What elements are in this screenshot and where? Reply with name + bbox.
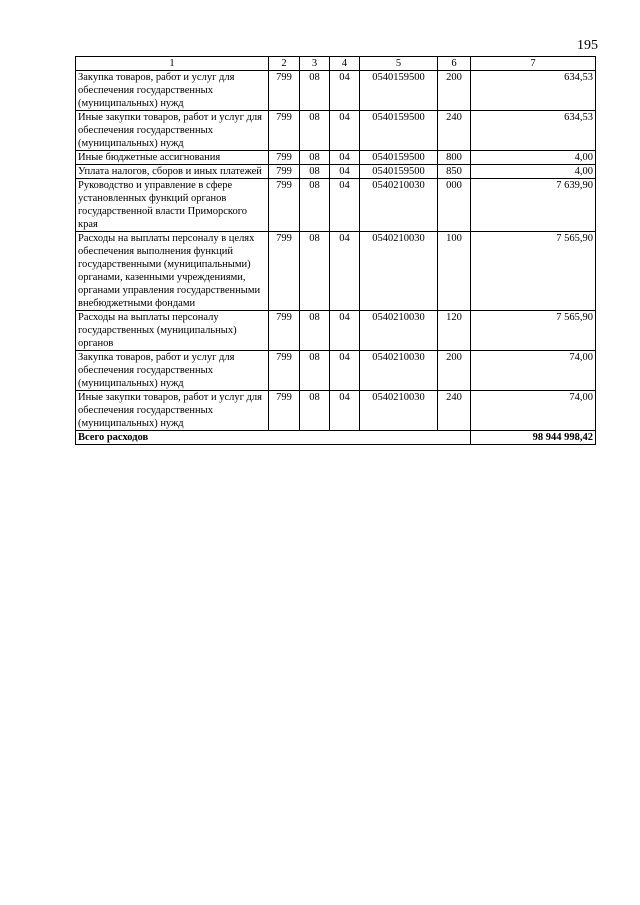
ministry-code: 799 — [269, 351, 300, 391]
section-code: 08 — [300, 151, 330, 165]
target-code: 0540210030 — [360, 179, 438, 232]
table-header — [76, 57, 596, 71]
expense-name: Руководство и управление в сфере установленных функций органов государственной власти Приморского края — [76, 179, 269, 232]
section-code: 08 — [300, 232, 330, 311]
ministry-code: 799 — [269, 71, 300, 111]
expense-type-code: 100 — [438, 232, 471, 311]
expense-name: Расходы на выплаты персоналу в целях обеспечения выполнения функций государственными (муниципальными) органами, казенными учреждениями, органами управления государственными внебюджетными фондами — [76, 232, 269, 311]
expense-type-code: 120 — [438, 311, 471, 351]
subsection-code: 04 — [330, 111, 360, 151]
table-row — [76, 179, 596, 232]
column-header: 6 — [438, 57, 471, 71]
total-label: Всего расходов — [76, 431, 471, 445]
amount: 4,00 — [471, 151, 596, 165]
subsection-code: 04 — [330, 391, 360, 431]
ministry-code: 799 — [269, 111, 300, 151]
amount: 634,53 — [471, 111, 596, 151]
subsection-code: 04 — [330, 151, 360, 165]
column-header: 3 — [300, 57, 330, 71]
ministry-code: 799 — [269, 151, 300, 165]
column-header: 7 — [471, 57, 596, 71]
section-code: 08 — [300, 391, 330, 431]
target-code: 0540159500 — [360, 151, 438, 165]
table-row — [76, 151, 596, 165]
total-amount: 98 944 998,42 — [471, 431, 596, 445]
ministry-code: 799 — [269, 391, 300, 431]
target-code: 0540210030 — [360, 351, 438, 391]
amount: 74,00 — [471, 391, 596, 431]
table-row — [76, 232, 596, 311]
expense-name: Закупка товаров, работ и услуг для обеспечения государственных (муниципальных) нужд — [76, 71, 269, 111]
subsection-code: 04 — [330, 232, 360, 311]
expense-type-code: 800 — [438, 151, 471, 165]
target-code: 0540210030 — [360, 391, 438, 431]
target-code: 0540210030 — [360, 311, 438, 351]
amount: 7 565,90 — [471, 311, 596, 351]
amount: 4,00 — [471, 165, 596, 179]
expense-name: Иные закупки товаров, работ и услуг для обеспечения государственных (муниципальных) нужд — [76, 391, 269, 431]
expense-name: Расходы на выплаты персоналу государственных (муниципальных) органов — [76, 311, 269, 351]
ministry-code: 799 — [269, 179, 300, 232]
column-header: 2 — [269, 57, 300, 71]
section-code: 08 — [300, 71, 330, 111]
expense-type-code: 850 — [438, 165, 471, 179]
subsection-code: 04 — [330, 351, 360, 391]
expense-type-code: 240 — [438, 111, 471, 151]
table-row — [76, 351, 596, 391]
target-code: 0540159500 — [360, 71, 438, 111]
column-header: 4 — [330, 57, 360, 71]
amount: 74,00 — [471, 351, 596, 391]
subsection-code: 04 — [330, 165, 360, 179]
amount: 7 565,90 — [471, 232, 596, 311]
section-code: 08 — [300, 311, 330, 351]
total-row — [76, 431, 596, 445]
subsection-code: 04 — [330, 311, 360, 351]
target-code: 0540159500 — [360, 165, 438, 179]
table-row — [76, 311, 596, 351]
section-code: 08 — [300, 351, 330, 391]
expense-name: Иные бюджетные ассигнования — [76, 151, 269, 165]
section-code: 08 — [300, 179, 330, 232]
ministry-code: 799 — [269, 165, 300, 179]
expense-type-code: 240 — [438, 391, 471, 431]
amount: 7 639,90 — [471, 179, 596, 232]
expense-type-code: 200 — [438, 351, 471, 391]
expenditure-table — [75, 56, 596, 445]
table-row — [76, 111, 596, 151]
section-code: 08 — [300, 165, 330, 179]
table-row — [76, 165, 596, 179]
subsection-code: 04 — [330, 179, 360, 232]
expense-type-code: 200 — [438, 71, 471, 111]
header-row — [76, 57, 596, 71]
expense-name: Иные закупки товаров, работ и услуг для обеспечения государственных (муниципальных) нужд — [76, 111, 269, 151]
ministry-code: 799 — [269, 311, 300, 351]
subsection-code: 04 — [330, 71, 360, 111]
target-code: 0540210030 — [360, 232, 438, 311]
ministry-code: 799 — [269, 232, 300, 311]
target-code: 0540159500 — [360, 111, 438, 151]
expense-name: Закупка товаров, работ и услуг для обеспечения государственных (муниципальных) нужд — [76, 351, 269, 391]
table-row — [76, 391, 596, 431]
amount: 634,53 — [471, 71, 596, 111]
expense-name: Уплата налогов, сборов и иных платежей — [76, 165, 269, 179]
column-header: 1 — [76, 57, 269, 71]
table-row — [76, 71, 596, 111]
column-header: 5 — [360, 57, 438, 71]
page-number: 195 — [577, 38, 598, 53]
section-code: 08 — [300, 111, 330, 151]
expense-type-code: 000 — [438, 179, 471, 232]
